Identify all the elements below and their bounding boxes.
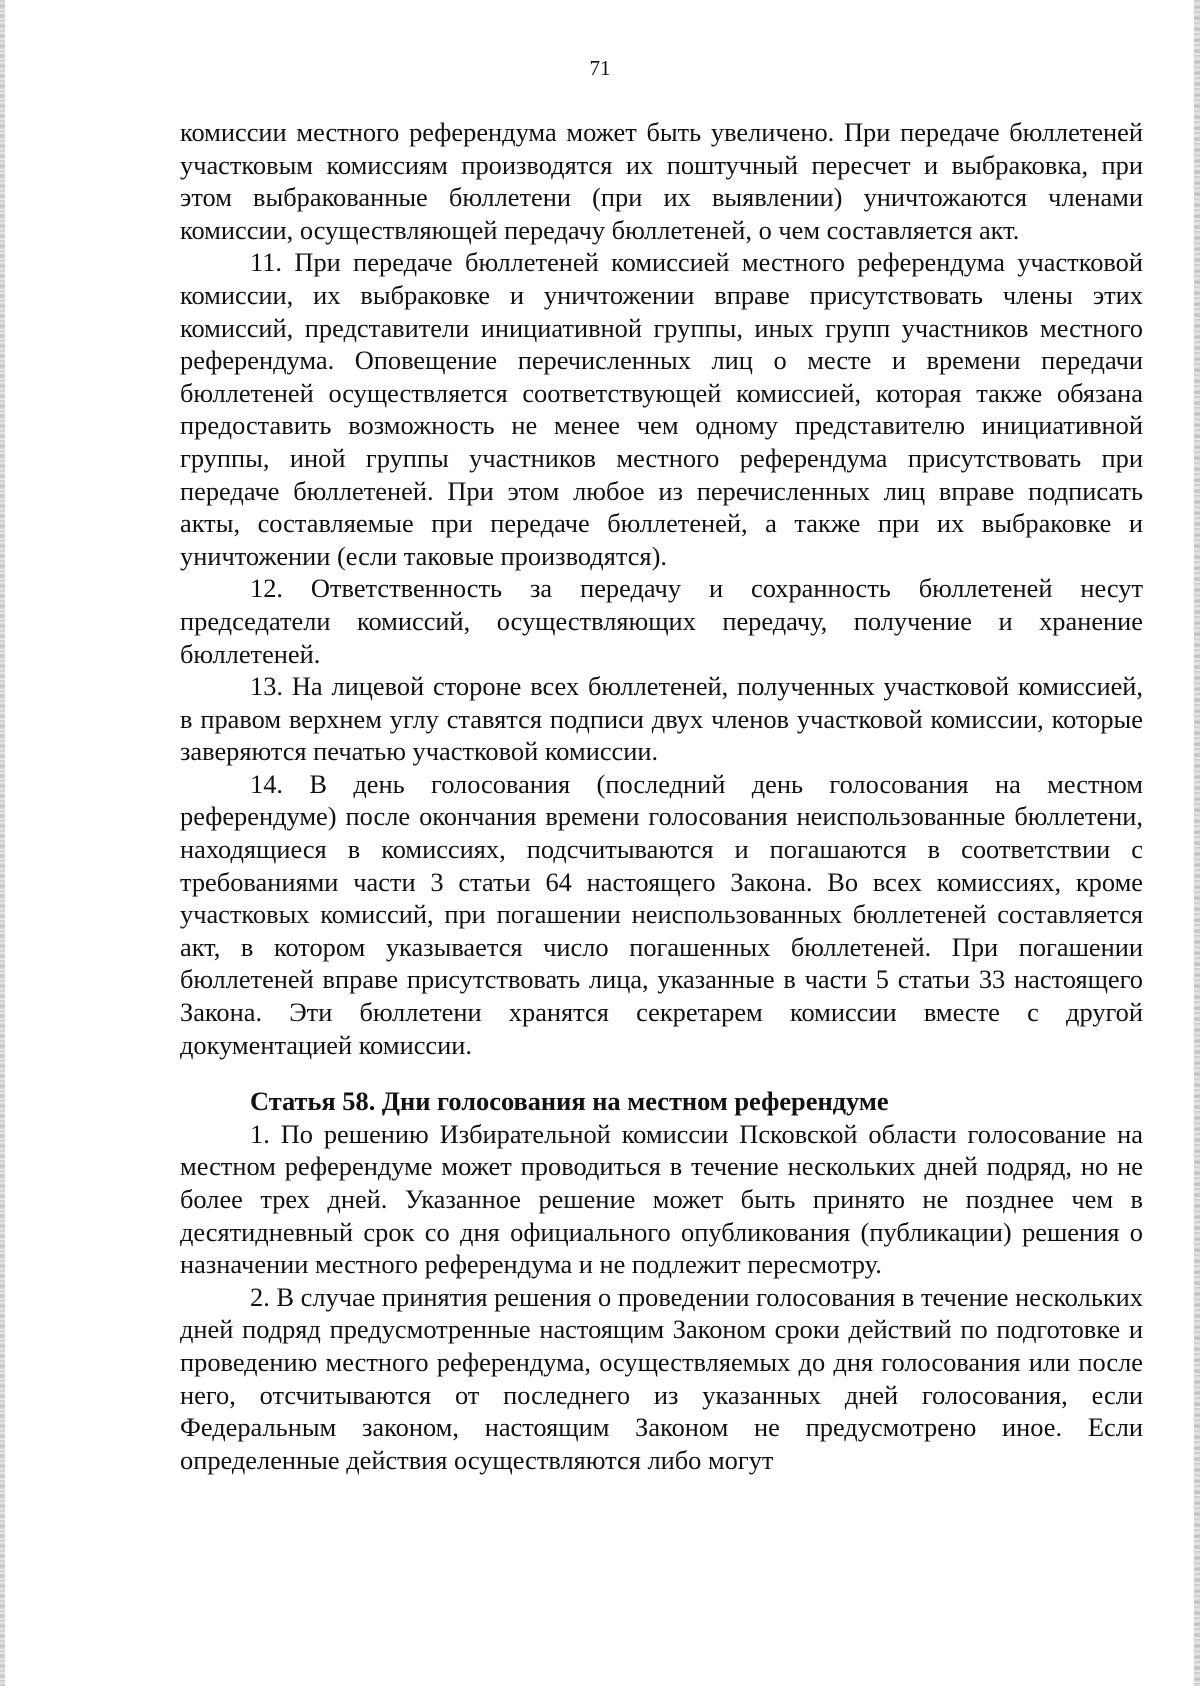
article-58-item-2: 2. В случае принятия решения о проведении голосования в течение нескольких дней подряд предусмотренные настоящим Законом сроки действий по подготовке и проведению местного референдума, осуществляемых до дня голосования или после него, отсчитываются от последнего из указанных дней голосования, если Федеральным законом, настоящим Законом не предусмотрено иное. Если определенные действия осуществляются либо могут — [180, 1281, 1143, 1475]
paragraph-continuation: комиссии местного референдума может быть увеличено. При передаче бюллетеней участковым комиссиям производятся их поштучный пересчет и выбраковка, при этом выбракованные бюллетени (при их выявлении) уничтожаются членами комиссии, осуществляющей передачу бюллетеней, о чем составляется акт. — [180, 117, 1143, 245]
article-58-item-1: 1. По решению Избирательной комиссии Псковской области голосование на местном референдуме может проводиться в течение нескольких дней подряд, но не более трех дней. Указанное решение может быть принято не позднее чем в десятидневный срок со дня официального опубликования (публикации) решения о назначении местного референдума и не подлежит пересмотру. — [180, 1118, 1143, 1280]
scan-edge-right — [1194, 0, 1200, 1686]
scan-edge-left — [0, 0, 5, 1686]
paragraph-item-12: 12. Ответственность за передачу и сохранность бюллетеней несут председатели комиссий, осуществляющих передачу, получение и хранение бюллетеней. — [180, 573, 1143, 669]
paragraph-item-11: 11. При передаче бюллетеней комиссией местного референдума участковой комиссии, их выбраковке и уничтожении вправе присутствовать члены этих комиссий, представители инициативной группы, иных групп участников местного референдума. Оповещение перечисленных лиц о месте и времени передачи бюллетеней осуществляется соответствующей комиссией, которая также обязана предоставить возможность не менее чем одному представителю инициативной группы, иной группы участников местного референдума присутствовать при передаче бюллетеней. При этом любое из перечисленных лиц вправе подписать акты, составляемые при передаче бюллетеней, а также при их выбраковке и уничтожении (если таковые производятся). — [180, 247, 1143, 571]
page-number: 71 — [589, 56, 611, 80]
paragraph-item-14: 14. В день голосования (последний день голосования на местном референдуме) после окончания времени голосования неиспользованные бюллетени, находящиеся в комиссиях, подсчитываются и погашаются в соответствии с требованиями части 3 статьи 64 настоящего Закона. Во всех комиссиях, кроме участковых комиссий, при погашении неиспользованных бюллетеней составляется акт, в котором указывается число погашенных бюллетеней. При погашении бюллетеней вправе присутствовать лица, указанные в части 5 статьи 33 настоящего Закона. Эти бюллетени хранятся секретарем комиссии вместе с другой документацией комиссии. — [180, 768, 1143, 1060]
document-body — [180, 116, 1143, 1476]
paragraph-item-13: 13. На лицевой стороне всех бюллетеней, полученных участковой комиссией, в правом верхнем углу ставятся подписи двух членов участковой комиссии, которые заверяются печатью участковой комиссии. — [180, 671, 1143, 767]
article-heading: Статья 58. Дни голосования на местном референдуме — [250, 1086, 889, 1117]
